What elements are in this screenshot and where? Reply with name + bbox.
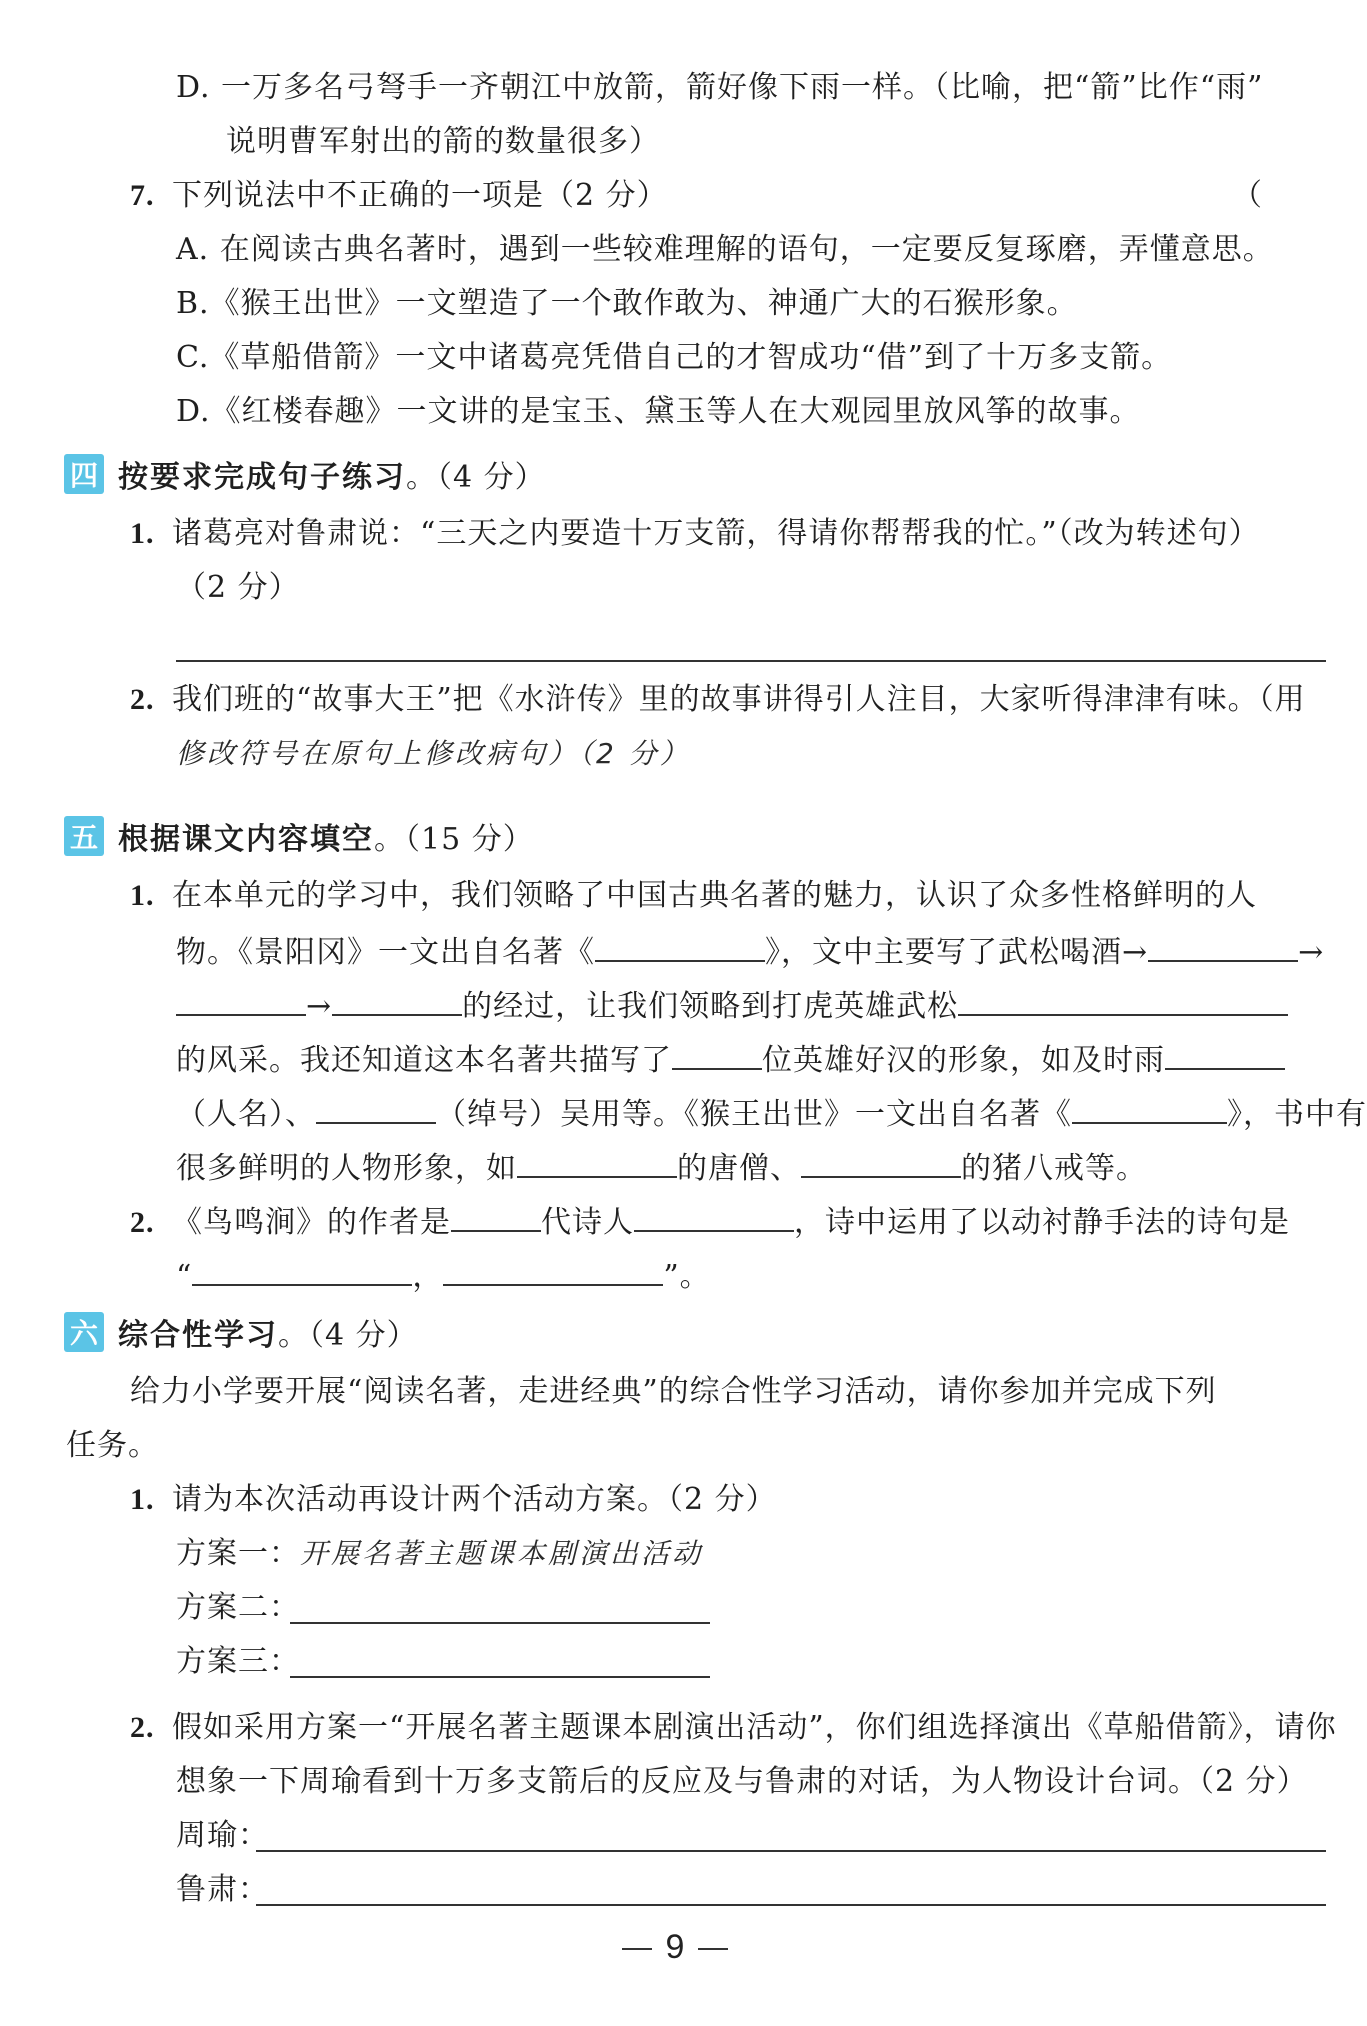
s5-text-2a: 物。《景阳冈》一文出自名著《: [176, 935, 595, 970]
s5-text-5c: 》，书中有: [1227, 1097, 1367, 1132]
s5-text-6a: 很多鲜明的人物形象，如: [176, 1151, 517, 1186]
s5-q1-line1: [130, 876, 1257, 916]
s5-text-5a: （人名）、: [176, 1097, 316, 1132]
s5-q2-comma: ，: [412, 1259, 444, 1294]
s5-q2-close-quote: ”。: [663, 1259, 711, 1294]
section-4-header: [64, 452, 546, 496]
s4-q1-answer-line[interactable]: [176, 660, 1326, 662]
s4-q2-text: 我们班的“故事大王”把《水浒传》里的故事讲得引人注目，大家听得津津有味。（用: [172, 682, 1306, 717]
plan3-label: 方案三：: [176, 1644, 300, 1679]
blank-book-shuihu[interactable]: [595, 930, 765, 962]
q7-option-c: C.《草船借箭》一文中诸葛亮凭借自己的才智成功“借”到了十万多支箭。: [176, 340, 1173, 375]
s6-q2-text: 假如采用方案一“开展名著主题课本剧演出活动”，你们组选择演出《草船借箭》，请你: [172, 1710, 1337, 1745]
s5-q2-line2: [176, 1254, 711, 1297]
s5-q2-line1: [130, 1200, 1290, 1243]
blank-tangseng-trait[interactable]: [517, 1146, 677, 1178]
section-5-score: 。（15 分）: [374, 822, 534, 857]
s5-text-3a: →: [306, 989, 333, 1024]
s5-text-4a: 的风采。我还知道这本名著共描写了: [176, 1043, 672, 1078]
blank-wusong-trait[interactable]: [958, 984, 1288, 1016]
blank-book-xiyouji[interactable]: [1072, 1092, 1227, 1124]
blank-poem-line-2[interactable]: [443, 1254, 663, 1286]
section-6-title: 综合性学习: [118, 1318, 278, 1353]
lusu-answer-line[interactable]: [256, 1904, 1326, 1906]
s5-text-3b: 的经过，让我们领略到打虎英雄武松: [462, 989, 959, 1024]
q7-number: 7.: [130, 179, 155, 212]
s5-q1-number: 1.: [130, 879, 155, 912]
page-number-dash-right: [698, 1948, 728, 1950]
page-number: [0, 1928, 1350, 1967]
blank-hero-count[interactable]: [672, 1038, 762, 1070]
q6-option-d-line1: D. 一万多名弓弩手一齐朝江中放箭，箭好像下雨一样。（比喻，把“箭”比作“雨”: [176, 70, 1264, 105]
q7-stem-text: 下列说法中不正确的一项是（2 分）: [172, 178, 668, 213]
s5-text-6b: 的唐僧、: [677, 1151, 801, 1186]
s5-text-6c: 的猪八戒等。: [961, 1151, 1147, 1186]
blank-event-1[interactable]: [1148, 930, 1298, 962]
s6-q2-line2: 想象一下周瑜看到十万多支箭后的反应及与鲁肃的对话，为人物设计台词。（2 分）: [176, 1764, 1308, 1799]
blank-event-3[interactable]: [332, 984, 462, 1016]
section-6-badge: 六: [64, 1312, 104, 1352]
s5-q1-text: 在本单元的学习中，我们领略了中国古典名著的魅力，认识了众多性格鲜明的人: [172, 878, 1257, 913]
s5-q1-line3: [176, 984, 1288, 1027]
s4-q2-line2: 修改符号在原句上修改病句）（2 分）: [176, 737, 691, 770]
q7-option-a: A. 在阅读古典名著时，遇到一些较难理解的语句，一定要反复琢磨，弄懂意思。: [176, 232, 1274, 267]
s6-intro-line2: 任务。: [66, 1428, 159, 1463]
section-5-header: [64, 814, 534, 858]
s4-q1-text: 诸葛亮对鲁肃说：“三天之内要造十万支箭，得请你帮帮我的忙。”（改为转述句）: [172, 516, 1260, 551]
s4-q1-number: 1.: [130, 517, 155, 550]
blank-zhubajie-trait[interactable]: [801, 1146, 961, 1178]
section-4-badge: 四: [64, 454, 104, 494]
s6-plan2: [176, 1588, 300, 1628]
zhouyu-answer-line[interactable]: [256, 1850, 1326, 1852]
s5-q2-number: 2.: [130, 1206, 155, 1239]
s5-q1-line6: [176, 1146, 1147, 1189]
s6-q1-text: 请为本次活动再设计两个活动方案。（2 分）: [172, 1482, 777, 1517]
page-number-value: 9: [665, 1928, 685, 1966]
s4-q2-number: 2.: [130, 683, 155, 716]
s5-text-4b: 位英雄好汉的形象，如及时雨: [762, 1043, 1165, 1078]
section-5-title: 根据课文内容填空: [118, 822, 374, 857]
plan2-answer-line[interactable]: [290, 1622, 710, 1624]
blank-jishiyu-name[interactable]: [1165, 1038, 1285, 1070]
s4-q1-line1: [130, 514, 1260, 554]
q7-option-d: D.《红楼春趣》一文讲的是宝玉、黛玉等人在大观园里放风筝的故事。: [176, 394, 1141, 429]
section-4-score: 。（4 分）: [406, 460, 546, 495]
s5-text-2b: 》，文中主要写了武松喝酒→: [765, 935, 1149, 970]
q7-option-b: B.《猴王出世》一文塑造了一个敢作敢为、神通广大的石猴形象。: [176, 286, 1078, 321]
s5-q2-text-b: 代诗人: [541, 1205, 634, 1240]
s6-plan1: [176, 1534, 703, 1574]
blank-wuyong-nickname[interactable]: [316, 1092, 436, 1124]
section-6-header: [64, 1310, 418, 1354]
plan1-answer: 开展名著主题课本剧演出活动: [300, 1537, 704, 1570]
section-5-badge: 五: [64, 816, 104, 856]
blank-poem-line-1[interactable]: [192, 1254, 412, 1286]
s6-lusu-label: 鲁肃：: [176, 1872, 269, 1907]
q7-stem: [130, 176, 668, 216]
section-6-score: 。（4 分）: [278, 1318, 418, 1353]
section-4-title: 按要求完成句子练习: [118, 460, 406, 495]
plan2-label: 方案二：: [176, 1590, 300, 1625]
page-number-dash-left: [622, 1948, 652, 1950]
s5-q1-line4: [176, 1038, 1285, 1081]
s5-text-2c: →: [1298, 935, 1325, 970]
blank-poet[interactable]: [634, 1200, 794, 1232]
plan3-answer-line[interactable]: [290, 1676, 710, 1678]
s5-q1-line5: [176, 1092, 1367, 1135]
s6-q2-line1: [130, 1708, 1337, 1748]
s5-q2-text-c: ，诗中运用了以动衬静手法的诗句是: [794, 1205, 1290, 1240]
s6-q2-number: 2.: [130, 1711, 155, 1744]
blank-event-2[interactable]: [176, 984, 306, 1016]
s4-q2-line1: [130, 680, 1306, 720]
s5-q2-open-quote: “: [176, 1259, 193, 1294]
s5-q1-line2: [176, 930, 1324, 973]
s6-plan3: [176, 1642, 300, 1682]
s4-q1-line2: （2 分）: [176, 570, 300, 605]
s5-text-5b: （绰号）吴用等。《猴王出世》一文出自名著《: [436, 1097, 1072, 1132]
s6-intro-line1: 给力小学要开展“阅读名著，走进经典”的综合性学习活动，请你参加并完成下列: [130, 1374, 1217, 1409]
s5-q2-text-a: 《鸟鸣涧》的作者是: [172, 1205, 451, 1240]
blank-dynasty[interactable]: [451, 1200, 541, 1232]
q7-answer-paren: （: [1232, 178, 1262, 213]
s6-zhouyu-label: 周瑜：: [176, 1818, 269, 1853]
s6-q1-stem: [130, 1480, 777, 1520]
s6-q1-number: 1.: [130, 1483, 155, 1516]
plan1-label: 方案一：: [176, 1536, 300, 1571]
q6-option-d-line2: 说明曹军射出的箭的数量很多）: [226, 124, 660, 159]
